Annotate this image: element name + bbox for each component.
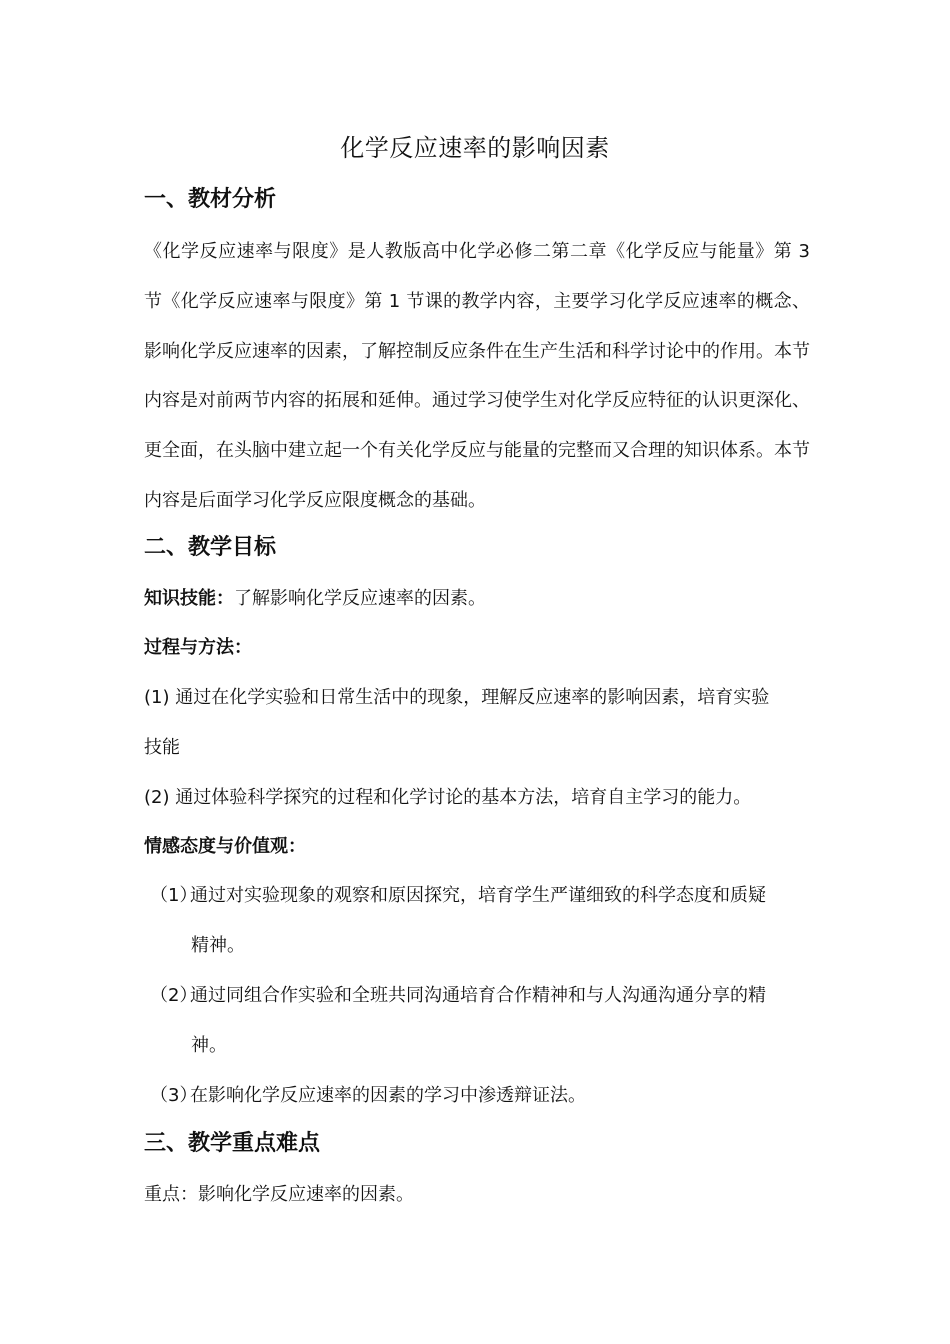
process-item-1-line-1: (1) 通过在化学实验和日常生活中的现象，理解反应速率的影响因素，培育实验 — [144, 687, 770, 708]
process-item-2: (2) 通过体验科学探究的过程和化学讨论的基本方法，培育自主学习的能力。 — [144, 787, 752, 808]
section-heading-key-points: 三、教学重点难点 — [144, 1131, 321, 1156]
attitude-item-2-line-2: 神。 — [191, 1034, 227, 1056]
attitude-item-3-number: （3） — [150, 1085, 198, 1106]
knowledge-skills-text: 了解影响化学反应速率的因素。 — [234, 588, 486, 609]
attitude-item-1-line-2: 精神。 — [191, 934, 245, 956]
attitude-values-line — [144, 833, 306, 861]
knowledge-skills-label: 知识技能： — [144, 588, 234, 609]
process-methods-line — [144, 634, 252, 662]
document-title: 化学反应速率的影响因素 — [340, 134, 610, 162]
attitude-item-3-line-1: 在影响化学反应速率的因素的学习中渗透辩证法。 — [190, 1085, 586, 1106]
attitude-item-3 — [144, 1071, 810, 1121]
attitude-item-1-number: （1） — [150, 885, 198, 906]
attitude-item-1-line-1: 通过对实验现象的观察和原因探究，培育学生严谨细致的科学态度和质疑 — [190, 885, 766, 906]
key-point-line: 重点：影响化学反应速率的因素。 — [144, 1184, 414, 1205]
attitude-values-label: 情感态度与价值观： — [144, 836, 306, 857]
process-item-1-line-2: 技能 — [144, 737, 180, 758]
attitude-item-2 — [144, 971, 810, 1071]
analysis-paragraph: 《化学反应速率与限度》是人教版高中化学必修二第二章《化学反应与能量》第 3 节《化学反应速率与限度》第 1 节课的教学内容，主要学习化学反应速率的概念、影响化学反应速率的因素，了解控制反应条件在生产生活和科学讨论中的作用。本节内容是对前两节内容的拓展和延伸。通过学习使学生对化学反应特征的认识更深化、更全面，在头脑中建立起一个有关化学反应与能量的完整而又合理的知识体系。本节内容是后面学习化学反应限度概念的基础。 — [144, 241, 810, 511]
section-heading-analysis: 一、教材分析 — [144, 187, 277, 212]
process-methods-label: 过程与方法： — [144, 637, 252, 658]
attitude-item-2-line-1: 通过同组合作实验和全班共同沟通培育合作精神和与人沟通沟通分享的精 — [190, 985, 766, 1006]
section-heading-objectives: 二、教学目标 — [144, 535, 277, 560]
knowledge-skills-line — [144, 585, 486, 613]
attitude-item-1 — [144, 871, 810, 971]
attitude-item-2-number: （2） — [150, 985, 198, 1006]
